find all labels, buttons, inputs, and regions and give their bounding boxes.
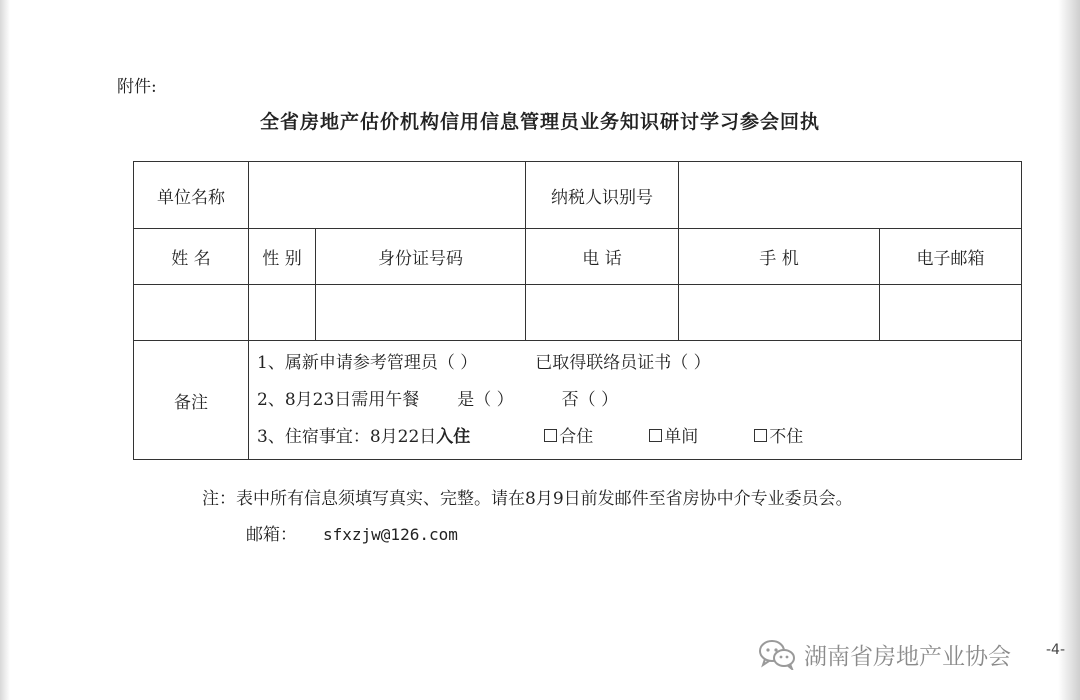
remark-line-1 [257,345,1021,382]
column-header-row [134,229,1022,285]
email-address[interactable]: sfxzjw@126.com [323,525,458,544]
remarks-label: 备注 [134,341,249,460]
single-room-label: 单间 [664,426,699,447]
single-room-checkbox[interactable] [649,429,662,442]
id-number-field[interactable] [316,285,526,341]
watermark [758,634,1011,674]
scan-shadow-right [1058,0,1080,700]
footnote: 注：表中所有信息须填写真实、完整。请在8月9日前发邮件至省房协中介专业委员会。 [202,489,853,509]
liaison-certificate-option[interactable]: 已取得联络员证书（ ） [535,352,711,373]
lunch-question: 2、8月23日需用午餐 [257,389,420,410]
scan-shadow-left [0,0,10,700]
watermark-text: 湖南省房地产业协会 [804,643,1011,670]
document-title: 全省房地产估价机构信用信息管理员业务知识研讨学习参会回执 [259,111,820,133]
taxpayer-id-label: 纳税人识别号 [526,162,679,229]
no-lodging-label: 不住 [769,426,804,447]
new-applicant-option[interactable]: 1、属新申请参考管理员（ ） [257,352,478,373]
col-header-name: 姓 名 [134,229,249,285]
col-header-mobile: 手 机 [679,229,880,285]
page-number: -4- [1046,642,1066,658]
col-header-gender: 性 别 [249,229,316,285]
remarks-content [249,341,1022,460]
mobile-field[interactable] [679,285,880,341]
lodging-question: 3、住宿事宜：8月22日 [257,426,437,447]
col-header-id-number: 身份证号码 [316,229,526,285]
lunch-no-option[interactable]: 否（ ） [561,389,619,410]
gender-field[interactable] [249,285,316,341]
col-header-email: 电子邮箱 [880,229,1022,285]
no-lodging-checkbox[interactable] [754,429,767,442]
attachment-label: 附件: [117,77,157,97]
phone-field[interactable] [526,285,679,341]
email-label: 邮箱： [246,525,297,545]
unit-name-field[interactable] [249,162,526,229]
check-in-label: 入住 [436,426,471,447]
email-contact [246,520,458,545]
taxpayer-id-field[interactable] [679,162,1022,229]
shared-room-label: 合住 [559,426,594,447]
lunch-yes-option[interactable]: 是（ ） [457,389,514,410]
unit-name-label: 单位名称 [134,162,249,229]
col-header-phone: 电 话 [526,229,679,285]
receipt-form-table [133,161,1022,460]
name-field[interactable] [134,285,249,341]
remarks-row [134,341,1022,460]
wechat-icon [758,638,796,670]
shared-room-checkbox[interactable] [544,429,557,442]
entry-row [134,285,1022,341]
remark-line-2 [257,382,1021,419]
unit-row [134,162,1022,229]
remark-line-3 [257,419,1021,456]
email-field[interactable] [880,285,1022,341]
